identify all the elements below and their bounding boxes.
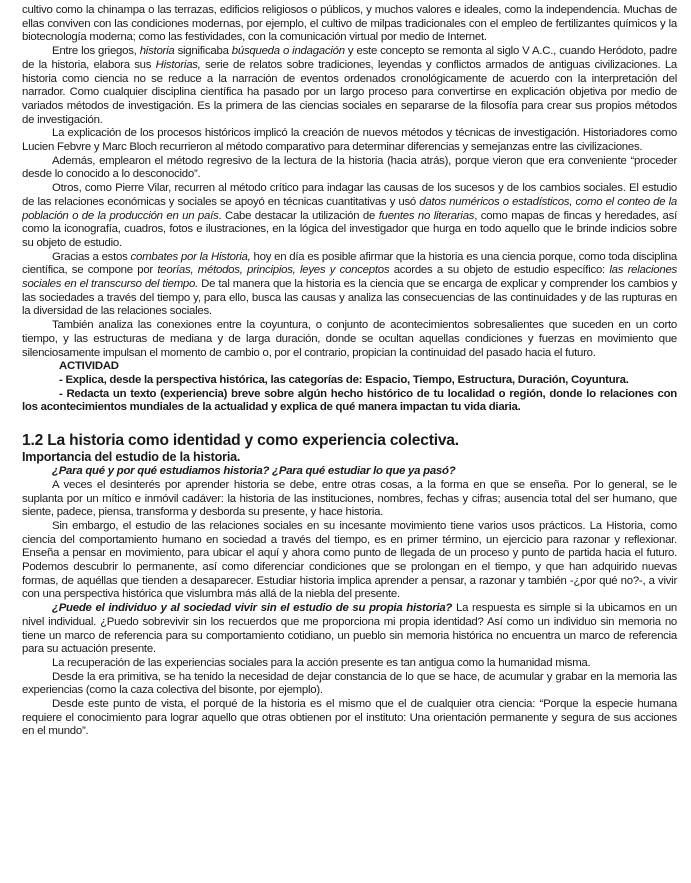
text-run: acordes a su objeto de estudio específico: <box>389 264 610 277</box>
activity-title: ACTIVIDAD <box>59 360 119 373</box>
section-subheading: Importancia del estudio de la historia. <box>22 450 241 465</box>
italic-run: fuentes no literarias <box>378 209 475 222</box>
paragraph-desinteres: A veces el desinterés por aprender historia se debe, entre otras cosas, a la forma en que se enseña. Por lo general, se le suplanta por un mítico e inmóvil cadáver: la historia de las instituciones, nombres, fechas y cifras; ausencia total del ser humano, que siente, padece, piensa, transforma y desborda su presente, y hace historia. <box>22 478 677 519</box>
italic-run: las relaciones sociales en el transcurso del tiempo. <box>22 264 678 291</box>
bold-italic-question: ¿Puede el individuo y al sociedad vivir sin el estudio de su propia historia? <box>52 602 453 615</box>
paragraph-griegos <box>22 45 677 127</box>
paragraph-recuperacion: La recuperación de las experiencias sociales para la acción presente es tan antigua como la humanidad misma. <box>52 656 591 669</box>
question-heading: ¿Para qué y por qué estudiamos historia? ¿Para qué estudiar lo que ya pasó? <box>52 465 456 478</box>
text-run: De tal manera que la historia es la ciencia que se encarga de explicar y comprender los cambios y las sociedades a través del tiempo y, para ello, busca las causas y analiza las consecuencias de las continuidades y de las rupturas en la diversidad de las relaciones sociales. <box>22 278 677 318</box>
text-run: Gracias a estos <box>52 250 131 263</box>
text-run: significaba <box>174 45 232 58</box>
italic-run: teorías, métodos, principios, leyes y conceptos <box>157 264 390 277</box>
paragraph-intro: cultivo como la chinampa o las terrazas, edificios religiosos o públicos, y muchos valores e ideales, como la independencia. Muchas de ellas conviven con las condiciones modernas, por ejemplo, el cultivo de milpas tradicionales con el empleo de fertilizantes químicos y la biotecnología moderna; como las festividades, con la comunicación virtual por medio de Internet. <box>22 4 677 44</box>
italic-run: Historias, <box>155 58 201 71</box>
activity-item-1: - Explica, desde la perspectiva histórica, las categorías de: Espacio, Tiempo, Estructura, Duración, Coyuntura. <box>59 373 629 386</box>
paragraph-combates <box>22 251 677 320</box>
text-run: y este concepto se remonta al siglo V A.C., cuando Heródoto, padre de la historia, elabora sus <box>22 45 678 71</box>
text-run: serie de relatos sobre tradiciones, leyendas y conflictos armados de antiguas civilizaciones. La historia como ciencia no se reduce a la narración de eventos ordenados cronológicamente de acuerdo con la interpretación del narrador. Como cualquier disciplina científica ha pasado por un largo proceso para convertirse en explicación objetiva por medio de variados métodos de investigación. Es la primera de las ciencias sociales en separarse de la filosofía para crear sus propios métodos de investigación. <box>22 58 677 126</box>
paragraph-era-primitiva: Desde la era primitiva, se ha tenido la necesidad de dejar constancia de lo que se hace, de acumular y grabar en la memoria las experiencias (como la caza colectiva del bisonte, por ejemplo). <box>22 670 677 697</box>
paragraph-coyuntura: También analiza las conexiones entre la coyuntura, o conjunto de acontecimientos sobresalientes que suceden en un corto tiempo, y las estructuras de mediana y de larga duración, donde se ocultan aquellas condiciones y fuerzas en movimiento que silenciosamente impulsan el momento de cambio o, por el contrario, propician la continuidad del pasado hacia el futuro. <box>22 319 677 359</box>
paragraph-individuo <box>22 602 677 657</box>
paragraph-vilar <box>22 182 677 251</box>
text-run: hoy en día es posible afirmar que la historia es una ciencia porque, como toda disciplina científica, se compone por <box>22 250 677 277</box>
italic-run: combates por la Historia, <box>130 250 251 263</box>
italic-run: búsqueda o indagación <box>231 45 345 58</box>
text-run: Otros, como Pierre Vilar, recurren al método crítico para indagar las causas de los sucesos y de los cambios sociales. El estudio de las relaciones económicas y sociales se apoyó en técnicas cuantitativas y usó <box>22 182 677 208</box>
section-heading: 1.2 La historia como identidad y como experiencia colectiva. <box>22 432 459 450</box>
italic-run: historia <box>139 45 175 58</box>
activity-item-2: - Redacta un texto (experiencia) breve sobre algún hecho histórico de tu localidad o región, donde lo relaciones con los acontecimientos mundiales de la actualidad y explica de qué manera impactan tu vida diaria. <box>22 387 677 414</box>
text-run: . Cabe destacar la utilización de <box>218 209 379 222</box>
paragraph-metodos: La explicación de los procesos históricos implicó la creación de nuevos métodos y técnicas de investigación. Historiadores como Lucien Febvre y Marc Bloch recurrieron al método comparativo para determinar diferencias y semejanzas entre las civilizaciones. <box>22 127 677 154</box>
paragraph-regresivo: Además, emplearon el método regresivo de la lectura de la historia (hacia atrás), porque vieron que era conveniente “proceder desde lo conocido a lo desconocido”. <box>22 154 677 181</box>
text-run: Entre los griegos, <box>52 45 140 58</box>
text-run: , como mapas de fincas y heredades, así como la iconografía, cuadros, fotos e ilustraciones, en la lógica del investigador que hurga en todo aquello que le brinde indicios sobre su objeto de estudio. <box>22 209 677 249</box>
paragraph-sin-embargo: Sin embargo, el estudio de las relaciones sociales en su incesante movimiento tiene varios usos prácticos. La Historia, como ciencia del comportamiento humano en sociedad a través del tiempo, es en primer término, un ejercicio para razonar y reflexionar. Enseña a pensar en movimiento, para ubicar el aquí y ahora como punto de llegada de un proceso y punto de partida hacia el futuro. Podemos descubrir lo permanente, así como diferenciar condiciones que se prolongan en el tiempo, y que han adquirido nuevas formas, de aquéllas que tienden a desaparecer. Estudiar historia implica aprender a pensar, a razonar y también -¿por qué no?-, a vivir con una perspectiva histórica que vislumbra más allá de la niebla del presente. <box>22 519 677 601</box>
italic-run: datos numéricos o estadísticos, como el conteo de la población o de la producción en un país <box>22 195 677 222</box>
text-run: La respuesta es simple si la ubicamos en un nivel individual. ¿Puedo sobrevivir sin los recuerdos que me proporciona mi propia identidad? Así como un individuo sin memoria no tiene un marco de referencia para su comportamiento cotidiano, un pueblo sin memoria histórica no encuentra un marco de referencia para su actuación presente. <box>22 602 677 656</box>
paragraph-punto-de-vista: Desde este punto de vista, el porqué de la historia es el mismo que el de cualquier otra ciencia: “Porque la especie humana requiere el conocimiento para lograr aquello que otras obtienen por el instituto: Una orientación permanente y segura de sus acciones en el mundo”. <box>22 698 677 738</box>
